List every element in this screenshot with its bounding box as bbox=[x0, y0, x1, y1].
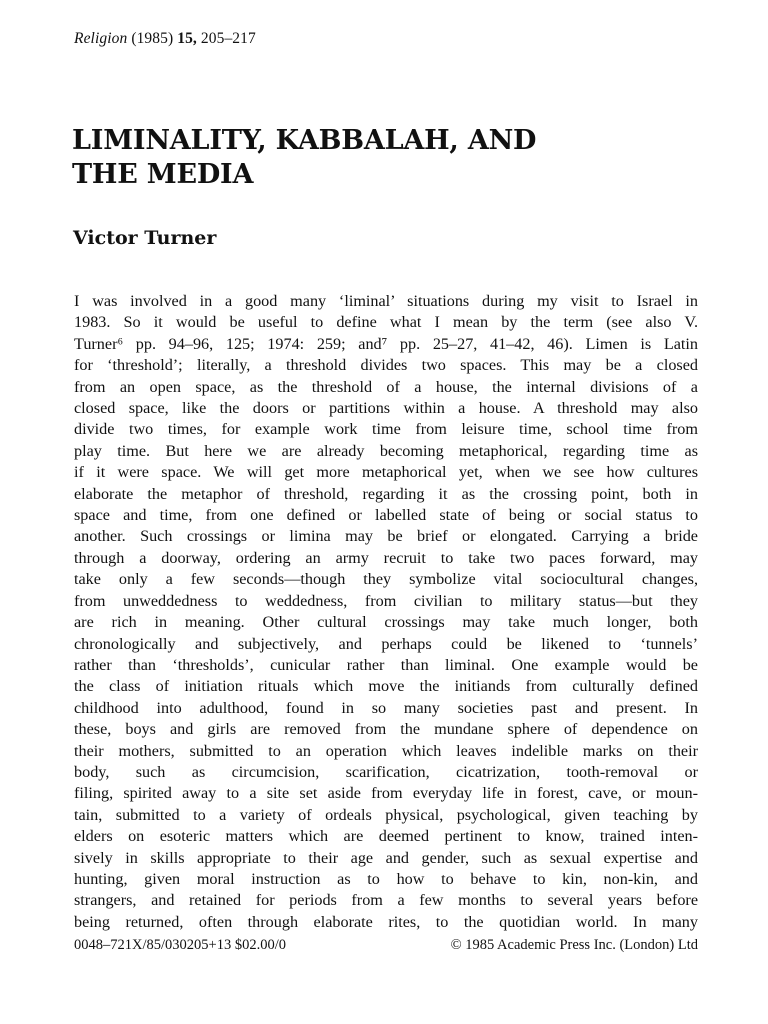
body-line: rather than ‘thresholds’, cunicular rather than liminal. One example would be bbox=[74, 655, 698, 674]
article-title-line-1: LIMINALITY, KABBALAH, AND bbox=[72, 125, 537, 156]
body-line: body, such as circumcision, scarification, cicatrization, tooth-removal or bbox=[74, 762, 698, 781]
body-line: space and time, from one defined or labelled state of being or social status to bbox=[74, 506, 698, 525]
body-line: hunting, given moral instruction as to how to behave to kin, non-kin, and bbox=[74, 869, 698, 888]
body-line: from an open space, as the threshold of a house, the internal divisions of a bbox=[74, 377, 698, 396]
body-line: 1983. So it would be useful to define what I mean by the term (see also V. bbox=[74, 313, 698, 332]
body-line: sively in skills appropriate to their age and gender, such as sexual expertise and bbox=[74, 848, 698, 867]
body-line: take only a few seconds—though they symbolize vital sociocultural changes, bbox=[74, 570, 698, 589]
body-line: elaborate the metaphor of threshold, regarding it as the crossing point, both in bbox=[74, 484, 698, 503]
journal-volume: 15, bbox=[177, 30, 197, 47]
body-line: their mothers, submitted to an operation which leaves indelible marks on their bbox=[74, 741, 698, 760]
body-line: from unweddedness to weddedness, from civilian to military status—but they bbox=[74, 591, 698, 610]
body-line: chronologically and subjectively, and perhaps could be likened to ‘tunnels’ bbox=[74, 634, 698, 653]
body-line: being returned, often through elaborate rites, to the quotidian world. In many bbox=[74, 912, 698, 931]
journal-pages: 205–217 bbox=[200, 30, 256, 47]
copyright-notice: © 1985 Academic Press Inc. (London) Ltd bbox=[450, 937, 698, 953]
body-line: tain, submitted to a variety of ordeals physical, psychological, given teaching by bbox=[74, 805, 698, 824]
body-line: another. Such crossings or limina may be brief or elongated. Carrying a bride bbox=[74, 527, 698, 546]
body-line: the class of initiation rituals which move the initiands from culturally defined bbox=[74, 677, 698, 696]
page-footer bbox=[74, 937, 698, 954]
article-title bbox=[72, 124, 692, 192]
article-author: Victor Turner bbox=[73, 227, 217, 249]
body-line: childhood into adulthood, found in so many societies past and present. In bbox=[74, 698, 698, 717]
body-line: filing, spirited away to a site set aside from everyday life in forest, cave, or moun- bbox=[74, 784, 698, 803]
body-line: play time. But here we are already becoming metaphorical, regarding time as bbox=[74, 441, 698, 460]
body-line: these, boys and girls are removed from the mundane sphere of dependence on bbox=[74, 720, 698, 739]
body-line: Turner⁶ pp. 94–96, 125; 1974: 259; and⁷ pp. 25–27, 41–42, 46). Limen is Latin bbox=[74, 334, 698, 353]
journal-citation bbox=[74, 30, 256, 48]
body-line: elders on esoteric matters which are deemed pertinent to know, trained inten- bbox=[74, 827, 698, 846]
body-line: for ‘threshold’; literally, a threshold divides two spaces. This may be a closed bbox=[74, 356, 698, 375]
journal-year: (1985) bbox=[131, 30, 174, 47]
body-line: through a doorway, ordering an army recruit to take two paces forward, may bbox=[74, 548, 698, 567]
body-line: divide two times, for example work time from leisure time, school time from bbox=[74, 420, 698, 439]
article-body bbox=[74, 291, 698, 933]
body-line: closed space, like the doors or partitions within a house. A threshold may also bbox=[74, 399, 698, 418]
journal-name: Religion bbox=[74, 30, 128, 47]
body-line: strangers, and retained for periods from a few months to several years before bbox=[74, 891, 698, 910]
article-code: 0048–721X/85/030205+13 $02.00/0 bbox=[74, 937, 286, 953]
article-title-line-2: THE MEDIA bbox=[72, 159, 254, 190]
body-line: are rich in meaning. Other cultural crossings may take much longer, both bbox=[74, 613, 698, 632]
body-line: if it were space. We will get more metaphorical yet, when we see how cultures bbox=[74, 463, 698, 482]
body-line: I was involved in a good many ‘liminal’ situations during my visit to Israel in bbox=[74, 292, 698, 310]
